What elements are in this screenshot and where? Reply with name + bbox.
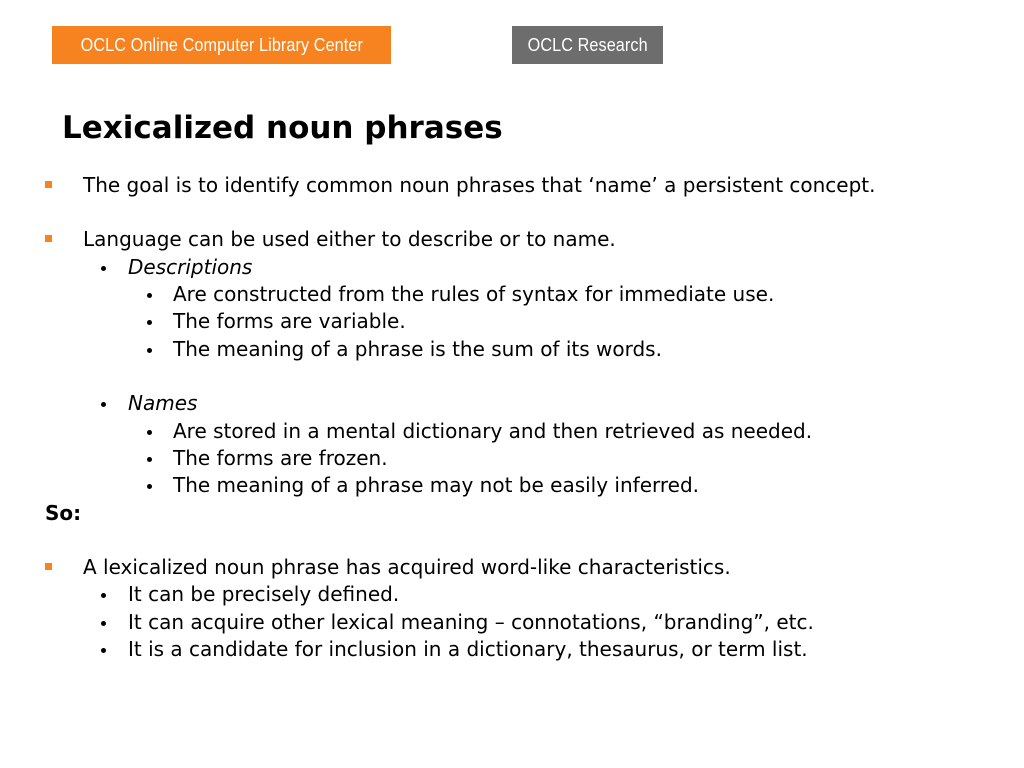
bullet-goal: The goal is to identify common noun phrases that ‘name’ a persistent concept.: [83, 173, 876, 197]
lexicalized-item: It can be precisely defined.: [128, 582, 400, 606]
oclc-center-logo-text: OCLC Online Computer Library Center: [80, 34, 363, 55]
names-item: The forms are frozen.: [173, 446, 388, 470]
oclc-center-logo: [52, 26, 391, 64]
round-bullet-icon: [101, 266, 106, 271]
round-bullet-icon: [101, 593, 106, 598]
round-bullet-icon: [147, 457, 152, 462]
round-bullet-icon: [101, 648, 106, 653]
round-bullet-icon: [147, 484, 152, 489]
descriptions-item: The meaning of a phrase is the sum of its words.: [173, 337, 662, 361]
round-bullet-icon: [101, 402, 106, 407]
descriptions-item: Are constructed from the rules of syntax for immediate use.: [173, 282, 775, 306]
names-item: The meaning of a phrase may not be easily inferred.: [173, 473, 700, 497]
round-bullet-icon: [147, 293, 152, 298]
descriptions-item: The forms are variable.: [173, 309, 406, 333]
names-item: Are stored in a mental dictionary and then retrieved as needed.: [173, 419, 813, 443]
subheading-names: Names: [128, 391, 198, 415]
subheading-descriptions: Descriptions: [128, 255, 253, 279]
round-bullet-icon: [101, 621, 106, 626]
lexicalized-item: It can acquire other lexical meaning – connotations, “branding”, etc.: [128, 610, 814, 634]
oclc-research-logo-text: OCLC Research: [527, 34, 648, 55]
orange-square-bullet-icon: [45, 235, 52, 242]
oclc-research-logo: [512, 26, 663, 64]
round-bullet-icon: [147, 348, 152, 353]
round-bullet-icon: [147, 430, 152, 435]
orange-square-bullet-icon: [45, 563, 52, 570]
round-bullet-icon: [147, 320, 152, 325]
so-label: So:: [45, 501, 82, 525]
lexicalized-item: It is a candidate for inclusion in a dictionary, thesaurus, or term list.: [128, 637, 808, 661]
orange-square-bullet-icon: [45, 181, 52, 188]
slide-title: Lexicalized noun phrases: [62, 110, 503, 146]
bullet-lexicalized: A lexicalized noun phrase has acquired word-like characteristics.: [83, 555, 731, 579]
bullet-language: Language can be used either to describe or to name.: [83, 227, 616, 251]
